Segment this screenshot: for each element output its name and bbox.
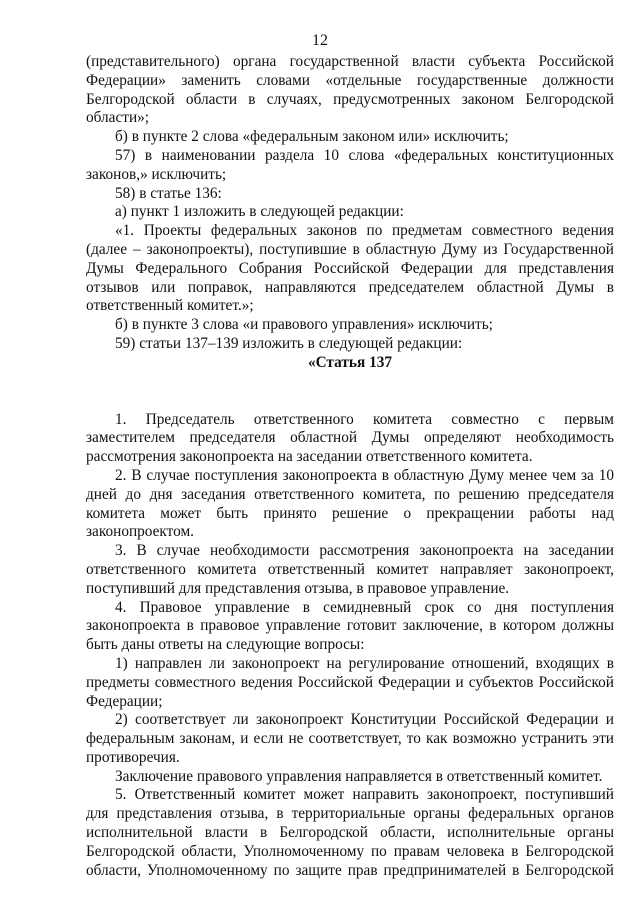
article-clause-2: 2. В случае поступления законопроекта в областную Думу менее чем за 10 дней до дня заседания ответственного комитета, по решению председателя комитета может быть принято решение о прекращении работы над законопроектом. [86,466,614,541]
paragraph-amendment-57: 57) в наименовании раздела 10 слова «федеральных конституционных законов,» исключить; [86,146,614,183]
article-clause-5: 5. Ответственный комитет может направить законопроект, поступивший для представления отзыва, в территориальные органы федеральных органов исполнительной власти в Белгородской области, исполнительные органы Белгородской области, Уполномоченному по правам человека в Белгородской области, Уполномоченному по защите прав предпринимателей в Белгородской [86,786,614,879]
page-number: 12 [312,32,328,49]
document-body [86,53,614,880]
paragraph-amendment-59: 59) статьи 137–139 изложить в следующей редакции: [115,334,463,352]
article-heading: «Статья 137 [307,353,393,371]
paragraph-amendment-a: а) пункт 1 изложить в следующей редакции: [115,203,404,221]
paragraph-amendment-58: 58) в статье 136: [115,184,222,202]
paragraph-new-point-1: «1. Проекты федеральных законов по предметам совместного ведения (далее – законопроекты), поступившие в областную Думу из Государственной Думы Федерального Собрания Российской Федерации для представления отзывов или поправок, направляются председателем областной Думы в ответственный комитет.»; [86,222,614,315]
article-clause-4-conclusion: Заключение правового управления направляется в ответственный комитет. [115,767,603,785]
article-clause-4-question-1: 1) направлен ли законопроект на регулирование отношений, входящих в предметы совместного ведения Российской Федерации и субъектов Российской Федерации; [86,654,614,710]
article-clause-3: 3. В случае необходимости рассмотрения законопроекта на заседании ответственного комитета ответственный комитет направляет законопроект, поступивший для представления отзыва, в правовое управление. [86,542,614,597]
paragraph-amendment-b-point-2: б) в пункте 2 слова «федеральным законом или» исключить; [115,128,509,146]
paragraph-amendment-b-point-3: б) в пункте 3 слова «и правового управления» исключить; [115,316,493,334]
article-clause-1: 1. Председатель ответственного комитета совместно с первым заместителем председателя областной Думы определяют необходимость рассмотрения законопроекта на заседании ответственного комитета. [86,410,614,466]
paragraph-continuation: (представительного) органа государственной власти субъекта Российской Федерации» заменить словами «отдельные государственные должности Белгородской области в случаях, предусмотренных законом Белгородской области»; [86,53,614,127]
article-clause-4-question-2: 2) соответствует ли законопроект Конституции Российской Федерации и федеральным законам, и если не соответствует, то как возможно устранить эти противоречия. [86,711,614,766]
article-clause-4: 4. Правовое управление в семидневный срок со дня поступления законопроекта в правовое управление готовит заключение, в котором должны быть даны ответы на следующие вопросы: [86,598,614,654]
